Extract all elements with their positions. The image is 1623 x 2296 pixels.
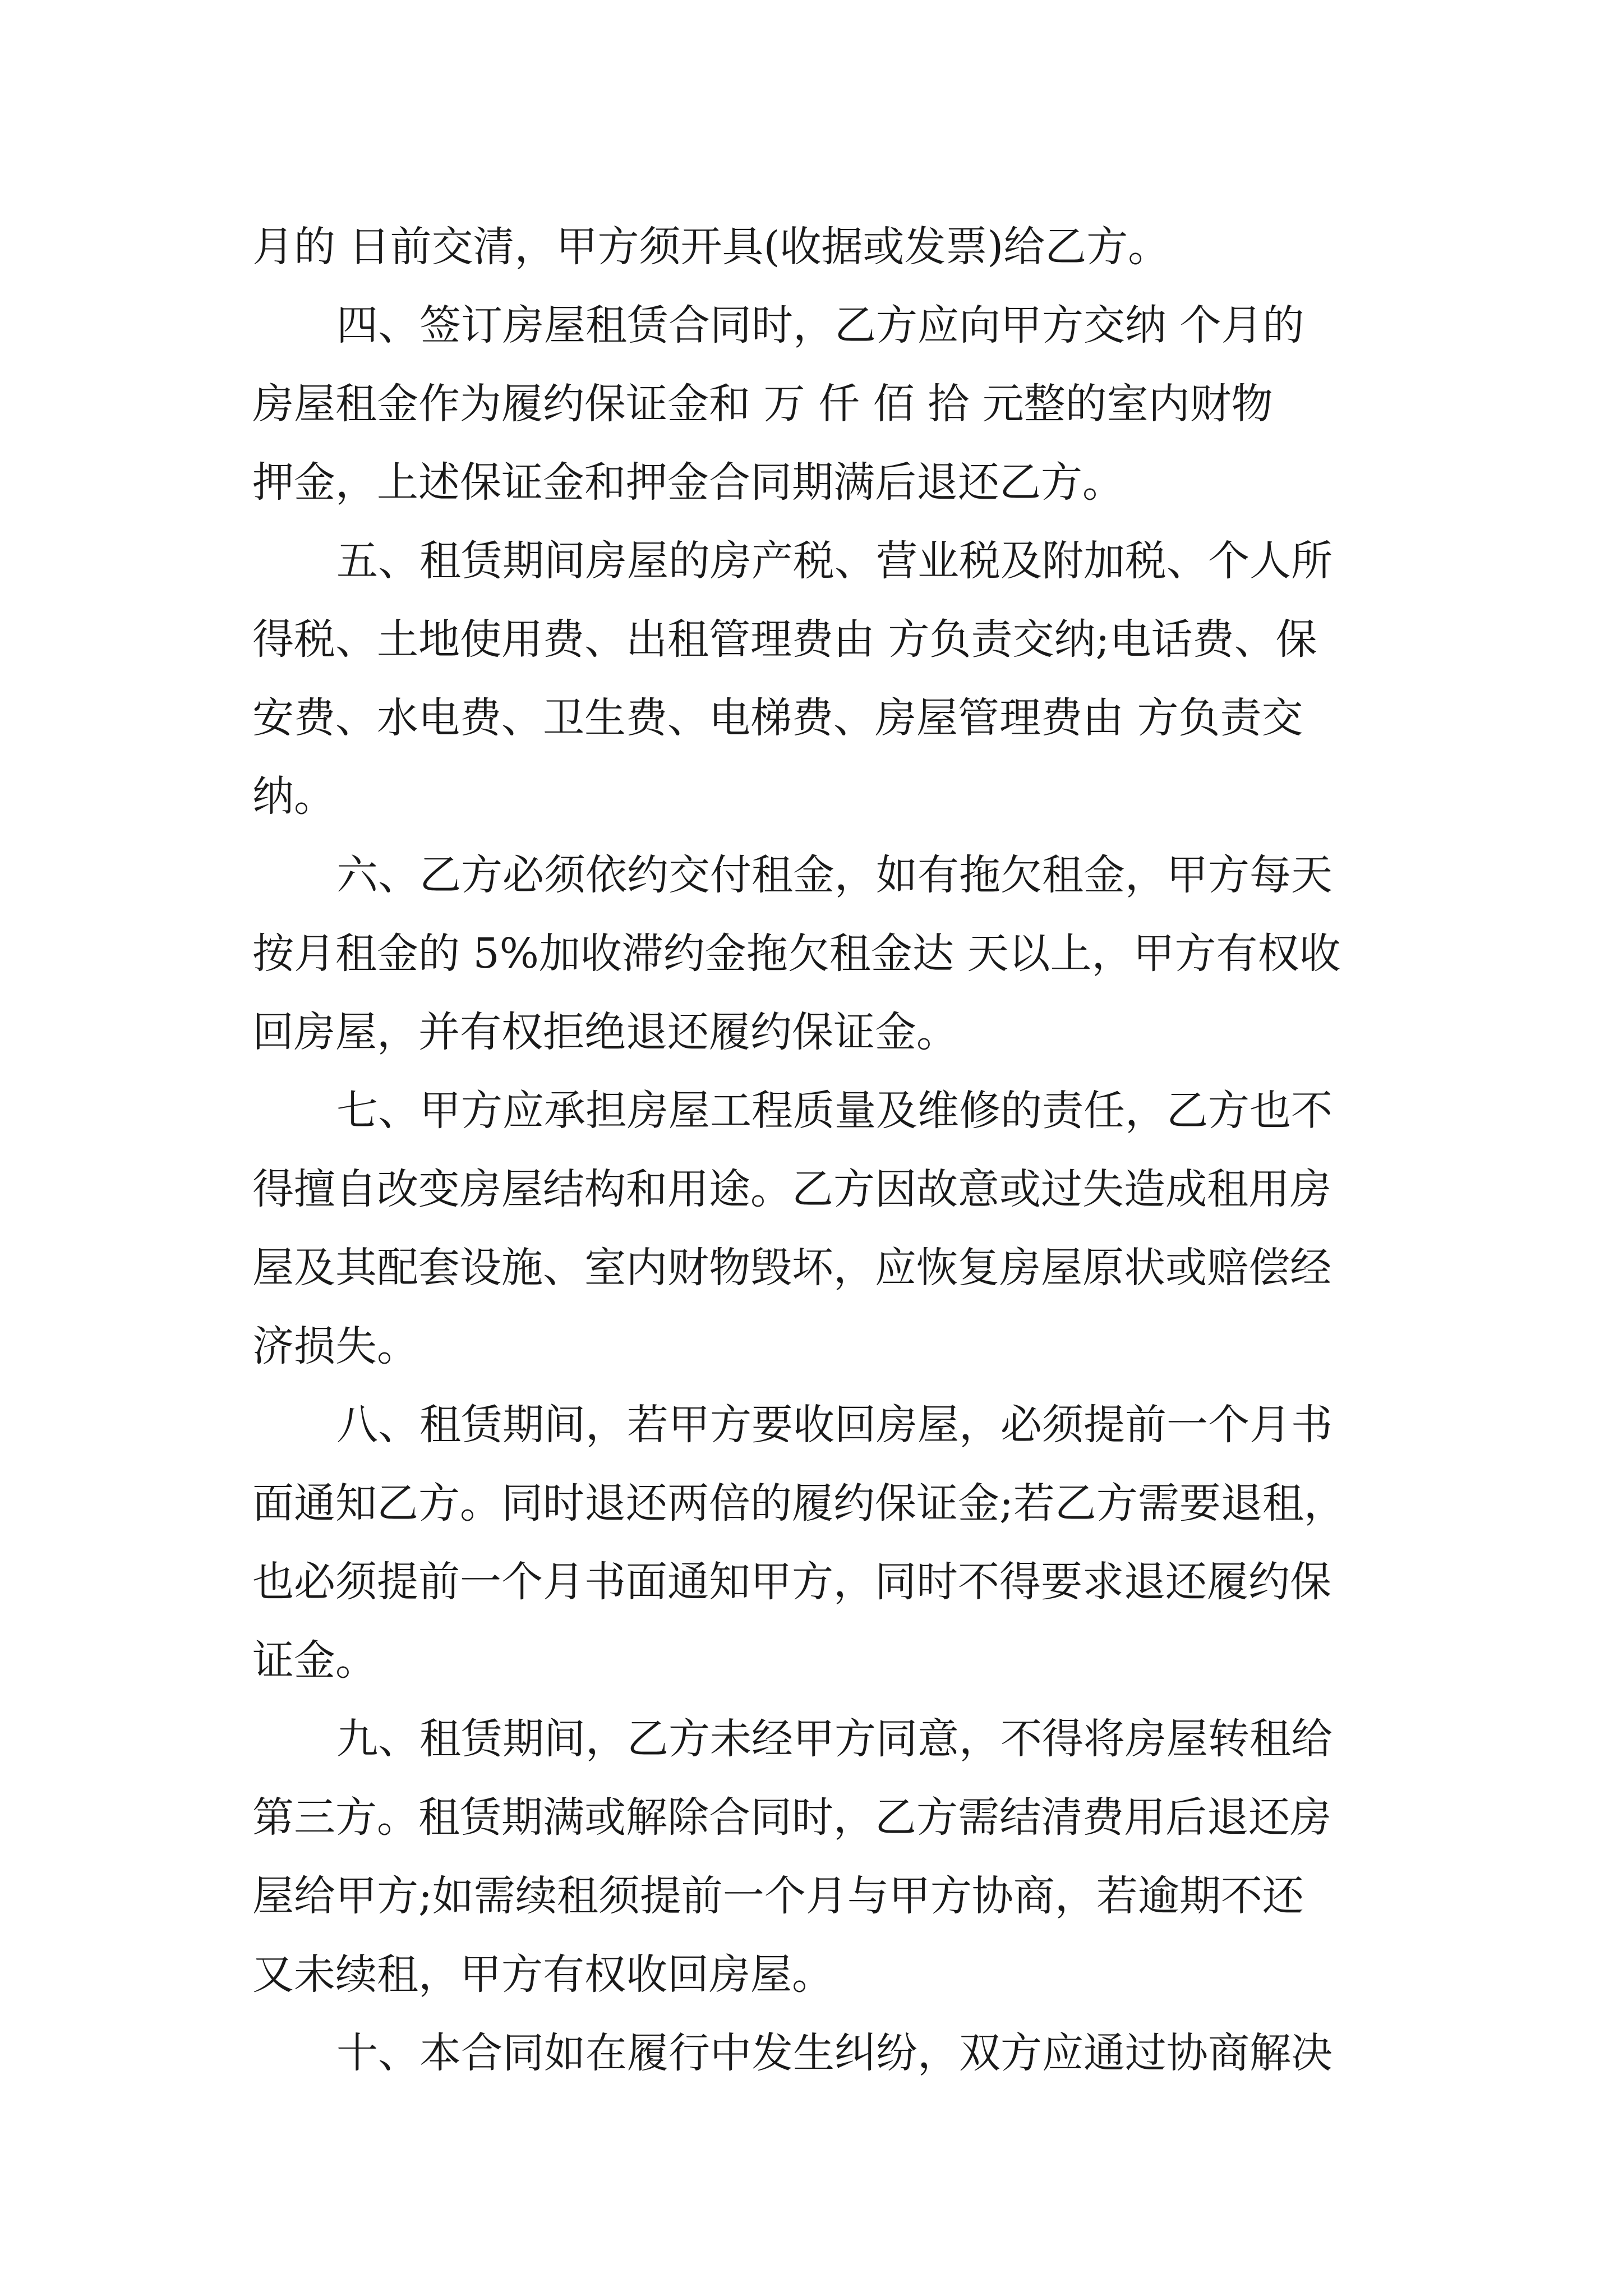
text-line-1: 月的 日前交清，甲方须开具(收据或发票)给乙方。: [252, 223, 1170, 271]
clause-5-line-1: 五、租赁期间房屋的房产税、营业税及附加税、个人所: [336, 537, 1332, 585]
clause-9-line-1: 九、租赁期间，乙方未经甲方同意，不得将房屋转租给: [336, 1715, 1332, 1763]
clause-5-line-3: 安费、水电费、卫生费、电梯费、房屋管理费由 方负责交: [252, 694, 1303, 742]
clause-5-line-2: 得税、土地使用费、出租管理费由 方负责交纳;电话费、保: [252, 615, 1317, 664]
clause-6-line-1: 六、乙方必须依约交付租金，如有拖欠租金，甲方每天: [336, 851, 1332, 899]
clause-7-line-4: 济损失。: [252, 1322, 418, 1370]
clause-7-line-2: 得擅自改变房屋结构和用途。乙方因故意或过失造成租用房: [252, 1165, 1331, 1213]
clause-7-line-1: 七、甲方应承担房屋工程质量及维修的责任，乙方也不: [336, 1087, 1332, 1135]
clause-9-line-2: 第三方。租赁期满或解除合同时，乙方需结清费用后退还房: [252, 1793, 1331, 1842]
clause-8-line-4: 证金。: [252, 1636, 377, 1685]
contract-body: [252, 208, 1385, 2092]
clause-5-line-4: 纳。: [252, 772, 335, 821]
clause-8-line-2: 面通知乙方。同时退还两倍的履约保证金;若乙方需要退租，: [252, 1479, 1345, 1527]
clause-9-line-4: 又未续租，甲方有权收回房屋。: [252, 1950, 833, 1999]
clause-6-line-3: 回房屋，并有权拒绝退还履约保证金。: [252, 1008, 958, 1056]
clause-8-line-3: 也必须提前一个月书面通知甲方，同时不得要求退还履约保: [252, 1558, 1331, 1606]
clause-4-line-1: 四、签订房屋租赁合同时，乙方应向甲方交纳 个月的: [336, 301, 1304, 349]
clause-10-line-1: 十、本合同如在履行中发生纠纷，双方应通过协商解决: [336, 2029, 1332, 2077]
clause-6-line-2: 按月租金的 5%加收滞约金拖欠租金达 天以上，甲方有权收: [252, 930, 1341, 978]
clause-4-line-3: 押金，上述保证金和押金合同期满后退还乙方。: [252, 458, 1124, 507]
clause-9-line-3: 屋给甲方;如需续租须提前一个月与甲方协商，若逾期不还: [252, 1872, 1304, 1920]
clause-7-line-3: 屋及其配套设施、室内财物毁坏，应恢复房屋原状或赔偿经: [252, 1244, 1331, 1292]
clause-8-line-1: 八、租赁期间，若甲方要收回房屋，必须提前一个月书: [336, 1401, 1332, 1449]
clause-4-line-2: 房屋租金作为履约保证金和 万 仟 佰 拾 元整的室内财物: [252, 380, 1273, 428]
